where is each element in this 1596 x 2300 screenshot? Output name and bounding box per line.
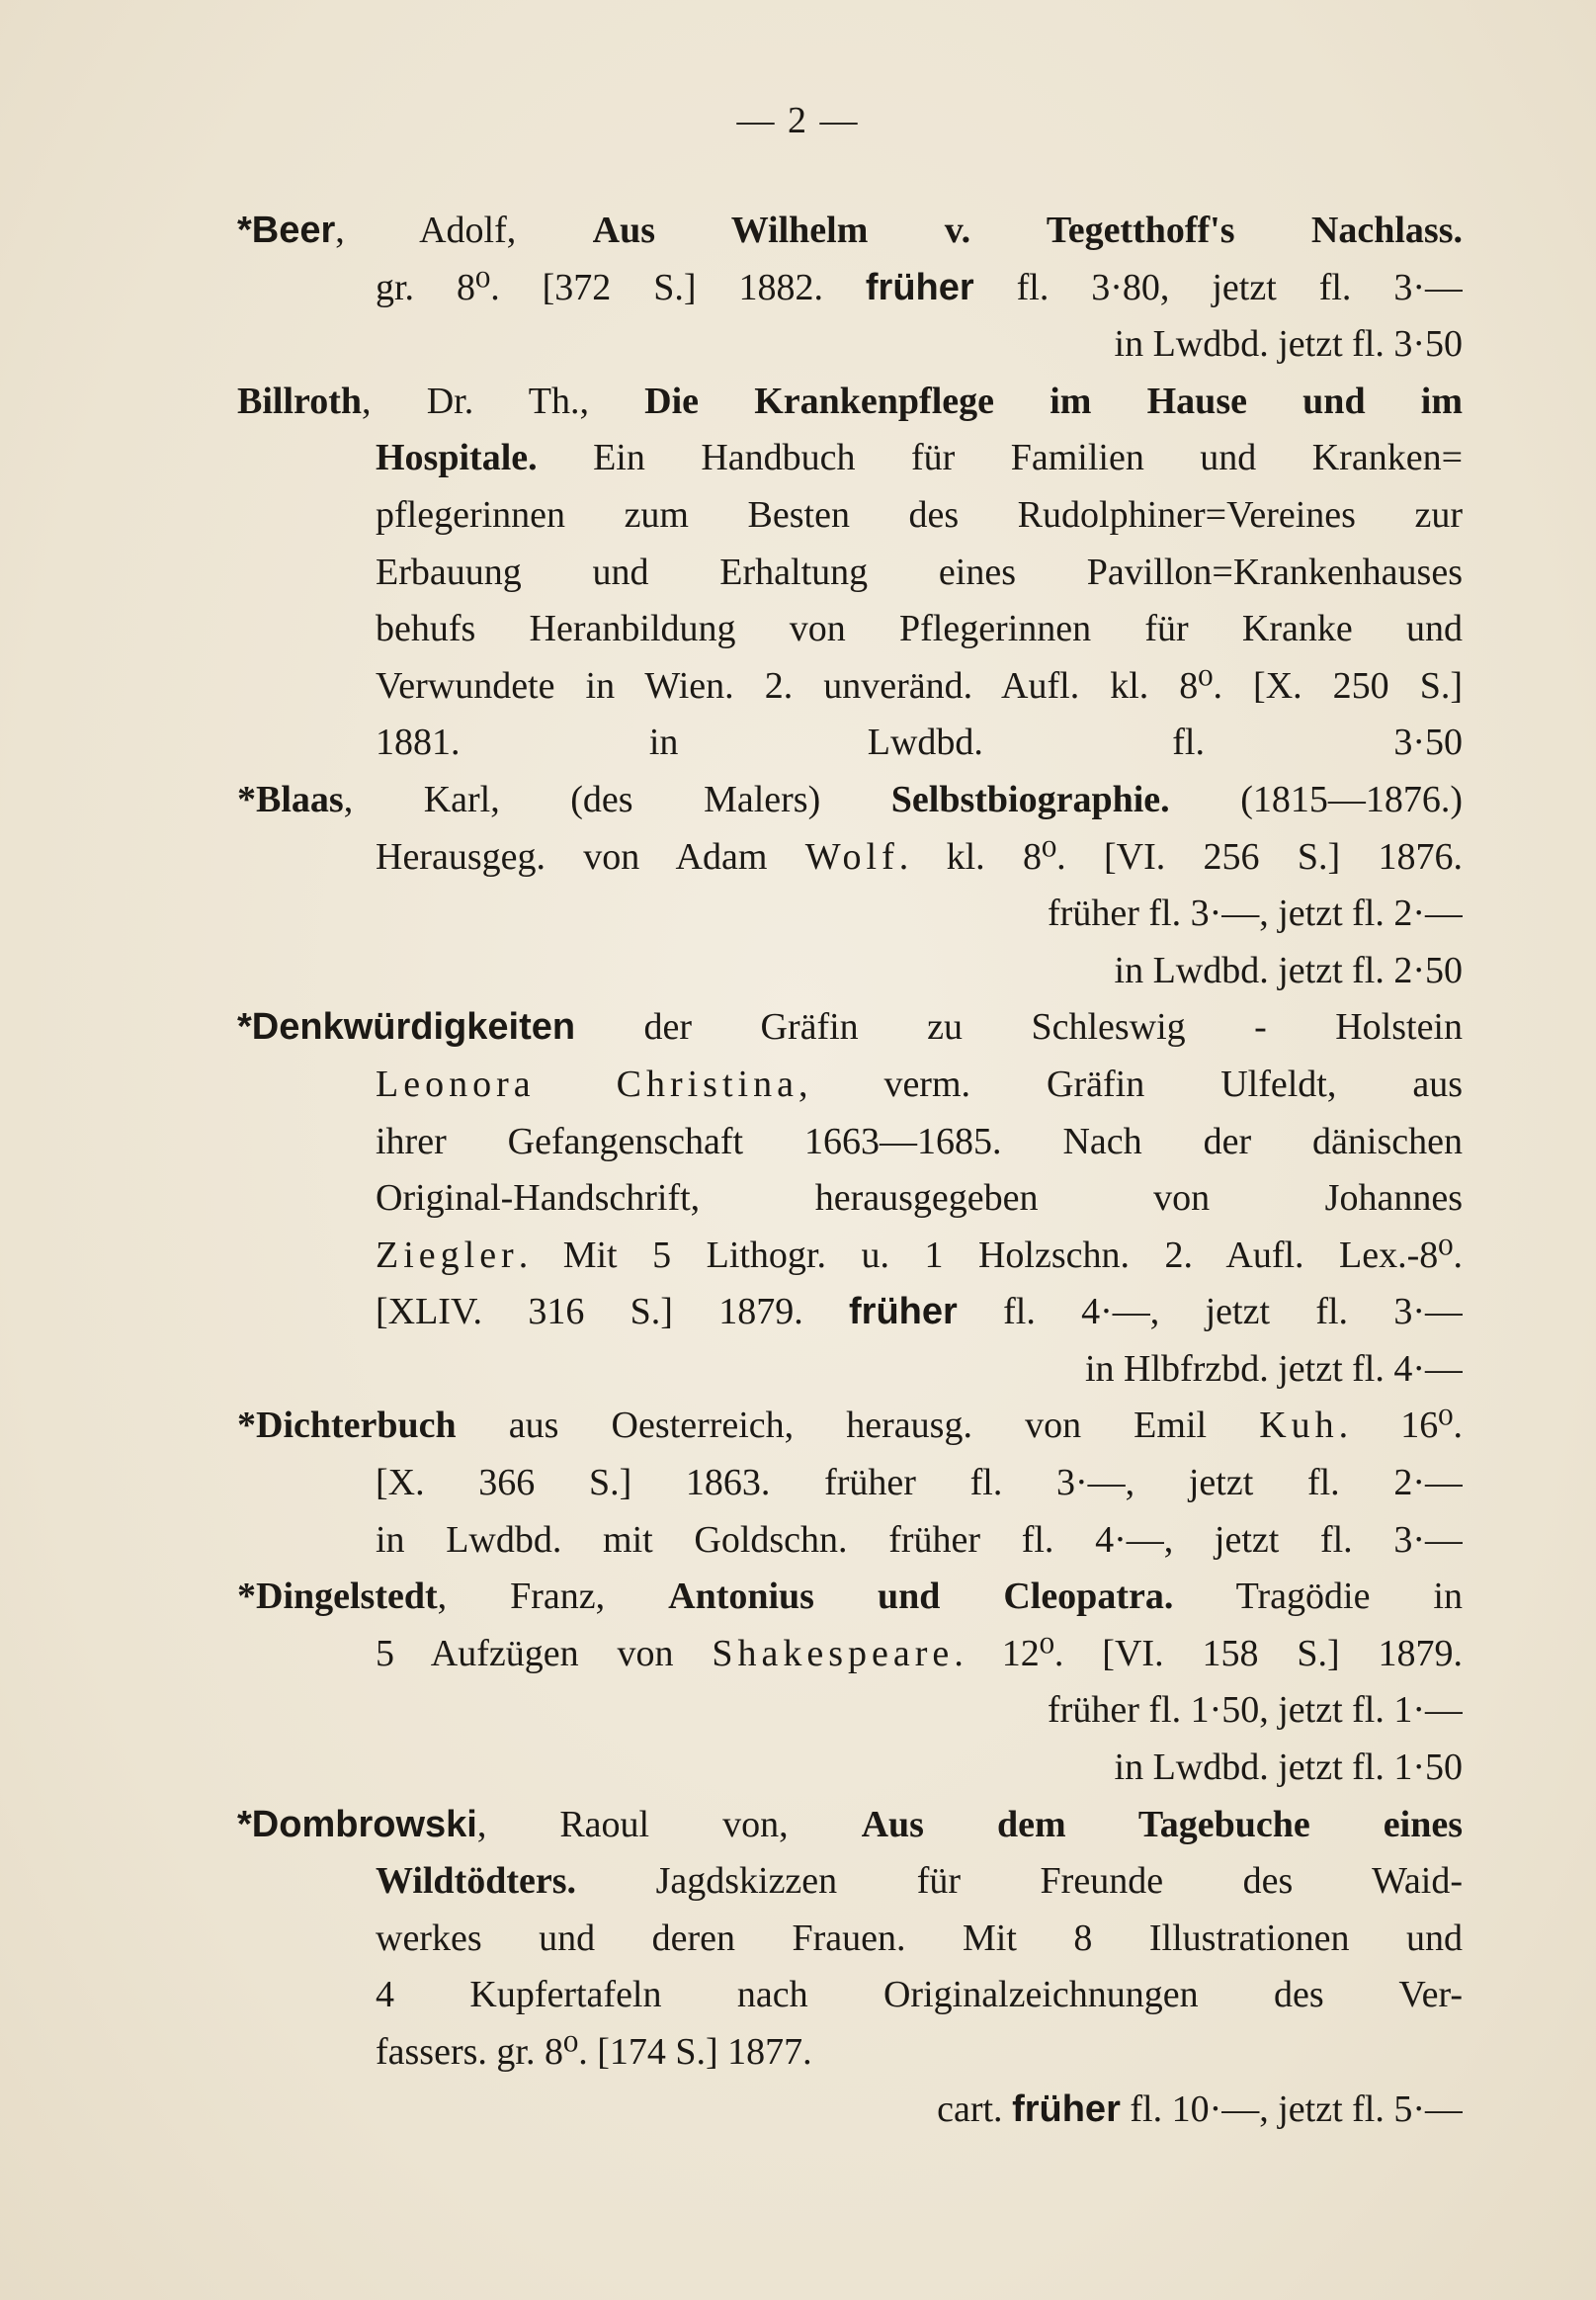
entry-line bbox=[237, 374, 1463, 431]
entry-binding-price: in Lwdbd. fl. 3·50 bbox=[648, 722, 1463, 764]
catalog-entry-dingelstedt bbox=[237, 1569, 1463, 1796]
entry-binding-price: in Lwdbd. jetzt fl. 2·50 bbox=[1114, 949, 1463, 991]
entry-binding-price: in Lwdbd. jetzt fl. 3·50 bbox=[1114, 323, 1463, 366]
entry-frueher-label: früher bbox=[1012, 2087, 1121, 2130]
catalog-entry-blaas bbox=[237, 772, 1463, 999]
entry-line bbox=[237, 316, 1463, 374]
entry-price: früher fl. 3·—, jetzt fl. 2·— bbox=[1048, 893, 1463, 935]
entry-title: Aus Wilhelm v. Tegetthoff's Nachlass. bbox=[592, 210, 1463, 251]
entry-author-ref: Shakespeare bbox=[712, 1632, 955, 1674]
entry-text: Original-Handschrift, herausgegeben von Johannes bbox=[376, 1177, 1463, 1220]
entry-text: cart. bbox=[937, 2087, 1013, 2130]
entry-line bbox=[237, 1626, 1463, 1683]
entry-price: früher fl. 1·50, jetzt fl. 1·— bbox=[1048, 1689, 1463, 1732]
entry-text: Verwundete in Wien. 2. unveränd. Aufl. kl. 8⁰. [X. 250 S.] bbox=[376, 664, 1463, 707]
entry-author: *Dichterbuch bbox=[237, 1405, 457, 1447]
page-number: — 2 — bbox=[736, 100, 860, 141]
entry-line bbox=[237, 487, 1463, 545]
entry-binding-price: in Lwdbd. jetzt fl. 1·50 bbox=[1114, 1746, 1463, 1789]
entry-line bbox=[237, 886, 1463, 943]
entry-text: aus Oesterreich, herausg. von Emil bbox=[456, 1405, 1260, 1447]
entry-text: , Karl, (des Malers) bbox=[343, 778, 891, 820]
entry-text: Jagdskizzen für Freunde des Waid- bbox=[576, 1860, 1463, 1903]
entry-line bbox=[237, 2024, 1463, 2082]
entry-line bbox=[237, 1853, 1463, 1911]
catalog-entry-dombrowski bbox=[237, 1797, 1463, 2139]
entry-text: [XLIV. 316 S.] 1879. bbox=[376, 1291, 850, 1333]
catalog-listing bbox=[237, 203, 1463, 2138]
catalog-entry-billroth bbox=[237, 374, 1463, 772]
entry-title: Hospitale. bbox=[376, 437, 538, 479]
entry-line bbox=[237, 829, 1463, 887]
catalog-entry-beer bbox=[237, 203, 1463, 374]
entry-line bbox=[237, 601, 1463, 658]
entry-text: . 16⁰. bbox=[1338, 1405, 1463, 1447]
entry-line bbox=[237, 1284, 1463, 1341]
entry-line bbox=[237, 1114, 1463, 1171]
entry-text: Erbauung und Erhaltung eines Pavillon=Krankenhauses bbox=[376, 551, 1463, 593]
entry-text: . Mit 5 Lithogr. u. 1 Holzschn. 2. Aufl. Lex.-8⁰. bbox=[518, 1234, 1463, 1276]
entry-title: Selbstbiographie. bbox=[890, 778, 1170, 820]
entry-line bbox=[237, 1341, 1463, 1399]
entry-line bbox=[237, 1512, 1463, 1570]
entry-line bbox=[237, 999, 1463, 1057]
entry-author: *Beer bbox=[237, 210, 336, 251]
entry-title: Wildtödters. bbox=[376, 1860, 577, 1903]
entry-title: Aus dem Tagebuche eines bbox=[861, 1803, 1463, 1845]
entry-author: *Blaas bbox=[237, 778, 344, 820]
entry-text: gr. 8⁰. [372 S.] 1882. bbox=[376, 266, 866, 308]
entry-text: (1815—1876.) bbox=[1169, 778, 1463, 820]
entry-text: , Dr. Th., bbox=[362, 380, 645, 422]
entry-title: Die Krankenpflege im Hause und im bbox=[644, 380, 1463, 422]
entry-line bbox=[237, 2082, 1463, 2139]
entry-text: 5 Aufzügen von bbox=[376, 1632, 713, 1674]
entry-price: fl. 4·—, jetzt fl. 3·— bbox=[957, 1291, 1463, 1333]
entry-line bbox=[237, 1228, 1463, 1285]
entry-line bbox=[237, 1797, 1463, 1854]
entry-frueher-label: früher bbox=[849, 1291, 958, 1333]
entry-price: fl. 3·80, jetzt fl. 3·— bbox=[973, 266, 1463, 308]
entry-line bbox=[237, 1682, 1463, 1740]
catalog-entry-denkwuerdigkeiten bbox=[237, 999, 1463, 1398]
entry-text: fassers. gr. 8⁰. [174 S.] 1877. bbox=[376, 2031, 812, 2073]
entry-binding-price: in Hlbfrzbd. jetzt fl. 4·— bbox=[1084, 1347, 1463, 1390]
entry-line bbox=[237, 1398, 1463, 1455]
entry-text: Herausgeg. von Adam bbox=[376, 835, 805, 878]
entry-line bbox=[237, 1967, 1463, 2024]
entry-price: fl. 10·—, jetzt fl. 5·— bbox=[1120, 2087, 1463, 2130]
entry-text: Ein Handbuch für Familien und Kranken= bbox=[537, 437, 1463, 479]
entry-author: *Dingelstedt bbox=[237, 1576, 438, 1618]
entry-text: , Raoul von, bbox=[476, 1803, 862, 1845]
entry-line bbox=[237, 1911, 1463, 1968]
entry-line bbox=[237, 260, 1463, 317]
entry-text: ihrer Gefangenschaft 1663—1685. Nach der dänischen bbox=[376, 1120, 1463, 1162]
entry-frueher-label: früher bbox=[865, 266, 974, 308]
entry-line bbox=[237, 1057, 1463, 1114]
entry-author: Billroth bbox=[237, 380, 362, 422]
catalog-entry-dichterbuch bbox=[237, 1398, 1463, 1569]
entry-line bbox=[237, 1455, 1463, 1512]
entry-text: , Adolf, bbox=[335, 210, 593, 251]
entry-line bbox=[237, 203, 1463, 260]
entry-editor: Wolf bbox=[804, 835, 899, 878]
entry-author: *Dombrowski bbox=[237, 1803, 477, 1845]
entry-line bbox=[237, 715, 1463, 772]
entry-text: behufs Heranbildung von Pflegerinnen für Kranke und bbox=[376, 608, 1463, 650]
entry-price: früher fl. 3·—, jetzt fl. 2·— bbox=[824, 1462, 1463, 1504]
entry-text: [X. 366 S.] 1863. bbox=[376, 1462, 825, 1504]
entry-line bbox=[237, 772, 1463, 829]
entry-author: *Denkwürdigkeiten bbox=[237, 1006, 576, 1049]
entry-text: pflegerinnen zum Besten des Rudolphiner=Vereines zur bbox=[376, 493, 1463, 536]
entry-line bbox=[237, 430, 1463, 487]
entry-editor: Ziegler bbox=[376, 1234, 519, 1276]
entry-text: . kl. 8⁰. [VI. 256 S.] 1876. bbox=[898, 835, 1463, 878]
entry-text: der Gräfin zu Schleswig - Holstein bbox=[575, 1006, 1463, 1049]
entry-text: 4 Kupfertafeln nach Originalzeichnungen des Ver- bbox=[376, 1974, 1463, 2016]
entry-text: , verm. Gräfin Ulfeldt, aus bbox=[798, 1063, 1463, 1105]
entry-title: Antonius und Cleopatra. bbox=[668, 1576, 1174, 1618]
entry-text: Tragödie in bbox=[1173, 1576, 1463, 1618]
entry-line bbox=[237, 943, 1463, 1000]
entry-editor: Kuh bbox=[1259, 1405, 1339, 1447]
entry-year: 1881. bbox=[376, 722, 461, 764]
entry-line bbox=[237, 1569, 1463, 1626]
entry-line bbox=[237, 1740, 1463, 1797]
entry-line bbox=[237, 545, 1463, 602]
entry-line bbox=[237, 658, 1463, 716]
entry-text: , Franz, bbox=[437, 1576, 669, 1618]
entry-text: werkes und deren Frauen. Mit 8 Illustrationen und bbox=[376, 1917, 1463, 1959]
entry-line bbox=[237, 1170, 1463, 1228]
entry-binding-price: in Lwdbd. mit Goldschn. früher fl. 4·—, jetzt fl. 3·— bbox=[376, 1518, 1463, 1561]
entry-person: Leonora Christina bbox=[376, 1063, 798, 1105]
entry-text: . 12⁰. [VI. 158 S.] 1879. bbox=[954, 1632, 1463, 1674]
